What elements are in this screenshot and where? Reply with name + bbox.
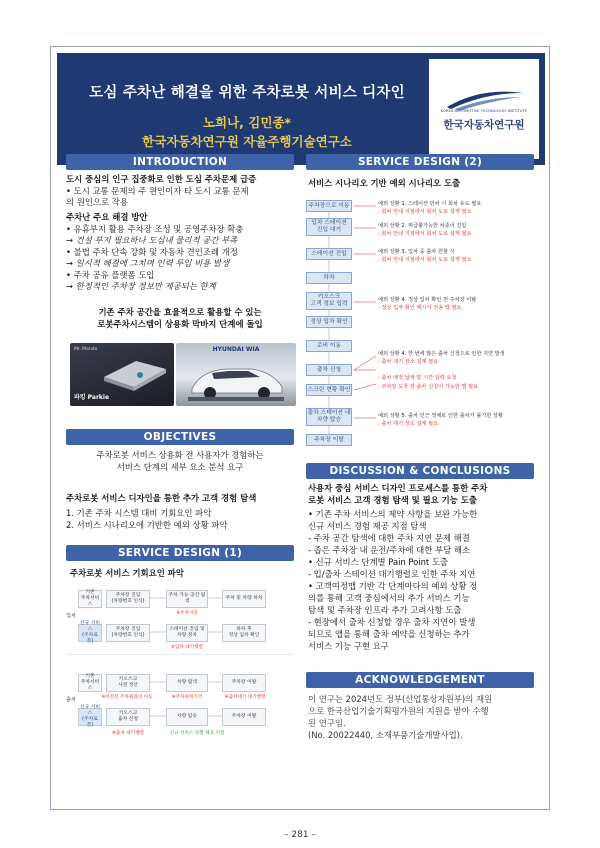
discussion-title-2: 로봇 서비스 고객 경험 탐색 및 필요 기능 도출 xyxy=(308,495,477,505)
car-on-robot-icon xyxy=(182,357,290,403)
sd2-node-5: 키오스크 고객 정보 입력 xyxy=(306,292,352,310)
objectives-line-2: 서비스 단계의 세부 요소 분석 요구 xyxy=(116,462,244,472)
sd2-note-4: 예외 상황 4. 정상 입차 확인 전 주차장 이탈 : 정상 입차 확인 메시지 전송 앱 필요 xyxy=(378,297,477,311)
sd2-node-4: 하차 xyxy=(306,272,352,284)
objectives-title: 주차로봇 서비스 디자인을 통한 추가 고객 경험 탐색 xyxy=(66,493,257,503)
intro-b3-sub: → 한정적인 주차장 정보만 제공되는 한계 xyxy=(66,281,216,291)
sd1-row2-label: 신규 서비스 (주차로봇) xyxy=(79,621,101,644)
sd1-r3-step3: 주차장 이탈 xyxy=(222,674,266,692)
authors: 노희나, 김민종* xyxy=(202,115,292,130)
sd1-row3-label: 기존 주차서비스 xyxy=(78,674,102,692)
sd1-r3-note1: ※이전선 주차원과의 이동 xyxy=(101,695,153,700)
sd2-node-7: 로비 이동 xyxy=(306,340,352,352)
discussion-line-8: 의를 통해 고객 중심에서의 추가 서비스 기능 xyxy=(308,593,470,603)
sd1-r4-green-note: 신규 서비스 경험 제공 지점 xyxy=(169,731,225,736)
sd1-r1-step2: 주차 가능 공간 탐색 xyxy=(166,590,208,608)
photo1-brand: Mr. Mondo xyxy=(74,347,98,352)
page-number: – 281 – xyxy=(284,830,316,840)
intro-b1: • 유휴부지 활용 주차장 조성 및 공영주차장 확충 xyxy=(66,224,244,234)
sd2-note-2: 예외 상황 2. 위급불가능한 차종이 진입 : 회차 안내 지점에서 회차 도로 설계 필요 xyxy=(378,223,472,237)
sd1-row1-label: 기존 주차서비스 xyxy=(78,590,102,608)
sd1-r4-step3: 주차장 이탈 xyxy=(222,708,266,726)
institute-logo xyxy=(429,59,539,159)
sd1-r2-step3: 하차 후 정상 입차 확인 xyxy=(222,624,266,642)
sd1-in-label: 입차 xyxy=(66,613,76,619)
parkie-robot-photo xyxy=(70,343,174,406)
intro-b2-sub: → 일시적 해결에 그치며 인력 투입 비용 발생 xyxy=(66,258,230,268)
discussion-line-2: 신규 서비스 경험 제공 지점 탐색 xyxy=(308,521,427,531)
sd1-r3-step2: 차량 탐색 xyxy=(166,674,208,692)
sd1-r1-note: ※주차지연 xyxy=(176,611,198,616)
discussion-heading: DISCUSSION & CONCLUSIONS xyxy=(306,463,534,479)
intro-highlight-2: 로봇주차시스템이 상용화 막바지 단계에 돌입 xyxy=(97,319,263,329)
sd2-node-10: 출차 스테이션 내 차량 탑승 xyxy=(306,408,352,426)
sd2-node-2: 입차 스테이션 진입 대기 xyxy=(306,218,352,236)
sd2-node-1: 주차장으로 이동 xyxy=(306,200,352,212)
sd1-row4-label: 신규 서비스 (주차로봇) xyxy=(79,705,101,728)
ack-heading: ACKNOWLEDGEMENT xyxy=(306,672,534,688)
poster-title: 도심 주차난 해결을 위한 주차로봇 서비스 디자인 xyxy=(89,85,405,101)
discussion-title-1: 사용자 중심 서비스 디자인 프로세스를 통한 주차 xyxy=(308,483,488,493)
robot-illustration-icon xyxy=(100,351,170,393)
discussion-line-11: 되므로 앱을 통해 출차 예약을 신청하는 추가 xyxy=(308,629,470,639)
sd2-node-8: 출차 신청 xyxy=(306,364,352,376)
poster-header xyxy=(57,53,545,165)
sd2-note-8: 예외 상황 5. 출차 인근 정체로 인한 출차가 불가한 상황 : 출차 대기 장소 설계 필요 xyxy=(378,413,504,427)
discussion-line-6: - 입/출차 스테이션 대기행렬로 인한 주차 지연 xyxy=(308,569,476,579)
sd1-heading: SERVICE DESIGN (1) xyxy=(66,545,294,561)
sd2-node-6: 정상 입차 확인 xyxy=(306,316,352,328)
discussion-line-1: • 기존 주차 서비스의 제약 사항을 보완 가능한 xyxy=(308,509,478,519)
sd2-node-11: 주차장 이탈 xyxy=(306,434,352,446)
sd2-title: 서비스 시나리오 기반 예외 시나리오 도출 xyxy=(308,178,461,188)
sd1-r3-step1: 키오스크 사전 정산 xyxy=(106,674,150,692)
intro-b2: • 불법 주차 단속 강화 및 자동차 견인조례 개정 xyxy=(66,247,238,257)
sd1-r2-step2: 스테이션 진입 및 차량 정차 xyxy=(166,624,208,642)
discussion-line-12: 서비스 기능 구현 요구 xyxy=(308,641,389,651)
discussion-line-4: - 좁은 주차장 내 운전/주차에 대한 부담 해소 xyxy=(308,545,471,555)
intro-p1-b1: • 도시 교통 문제의 주 원인이자 타 도시 교통 문제 xyxy=(66,186,249,196)
sd2-flow xyxy=(306,196,540,452)
sd1-out-label: 출차 xyxy=(66,697,76,703)
intro-heading: INTRODUCTION xyxy=(66,154,294,170)
sd1-r2-step1: 주차장 진입 (차량번호 인식) xyxy=(106,624,150,642)
discussion-line-7: • 고객여정맵 기반 각 단계마다의 예외 상황 정 xyxy=(308,581,478,591)
sd2-heading: SERVICE DESIGN (2) xyxy=(306,154,534,170)
sd2-note-7: : 주차장 도착 전 출차 신청이 가능한 앱 필요 xyxy=(378,384,479,390)
sd1-r2-note: ※입차 대기행렬 xyxy=(171,645,203,650)
logo-korean: 한국자동차연구원 xyxy=(443,119,525,131)
sd1-r4-step1: 키오스크 출차 신청 xyxy=(106,708,150,726)
intro-highlight-1: 기존 주차 공간을 효율적으로 활용할 수 있는 xyxy=(98,307,262,317)
intro-p2-title: 주차난 주요 해결 방안 xyxy=(66,212,148,222)
hyundai-wia-robot-photo xyxy=(176,343,296,406)
intro-b3: • 주차 공유 플랫폼 도입 xyxy=(66,270,155,280)
sd1-r4-note: ※출차 대기행렬 xyxy=(112,731,144,736)
sd2-note-6: : 출차 예정 날짜 및 시간 입력 요청 xyxy=(378,375,457,381)
sd2-node-9: 스크린 현황 확인 xyxy=(306,384,352,396)
sd2-note-1: 예외 상황 1. 스테이션 만차 시 회차 유도 필요 : 회차 안내 지점에서 회차 도로 설계 필요 xyxy=(378,201,482,215)
affiliation: 한국자동차연구원 자율주행기술연구소 xyxy=(142,134,352,149)
sd1-r3-note3: ※출차대기 대기행렬 xyxy=(224,695,266,700)
objectives-item-1: 1. 기존 주차 시스템 대비 기회요인 파악 xyxy=(66,508,212,518)
sd1-r1-step3: 주차 및 차량 하차 xyxy=(222,590,266,608)
intro-p1-b1b: 의 원인으로 작용 xyxy=(66,197,128,207)
sd2-note-5: 예외 상황 4. 한 번에 많은 출차 신청으로 인한 지연 발생 : 출차 대기 장소 설계 필요 xyxy=(378,351,505,365)
intro-p1-title: 도시 중심의 인구 집중화로 인한 도심 주차문제 급증 xyxy=(66,174,257,184)
intro-b1-sub: → 건설 부지 필요하나 도심내 물리적 공간 부족 xyxy=(66,235,238,245)
sd1-r3-note2: ※주차위치기억 xyxy=(171,695,203,700)
discussion-line-10: - 현장에서 출차 신청할 경우 출차 지연이 발생 xyxy=(308,617,476,627)
photo1-caption: 파킹 Parkie xyxy=(74,394,110,401)
sd2-node-3: 스테이션 진입 xyxy=(306,248,352,260)
sd1-title: 주차로봇 서비스 기회요인 파악 xyxy=(70,568,184,578)
discussion-line-9: 탐색 및 주차장 인프라 추가 고려사항 도출 xyxy=(308,605,462,615)
logo-english: KOREA AUTOMOTIVE TECHNOLOGY INSTITUTE xyxy=(440,109,528,113)
discussion-line-3: - 주차 공간 탐색에 대한 주차 지연 문제 해결 xyxy=(308,533,470,543)
sd2-note-3: 예외 상황 3. 입차 중 출차 원할 시 : 회차 안내 지점에서 회차 도로 설계 필요 xyxy=(378,249,472,263)
sd1-r1-step1: 주차장 진입 (차량번호 인식) xyxy=(106,590,150,608)
photo2-logo: HYUNDAI WIA xyxy=(212,346,260,353)
ack-line-3: 된 연구임. xyxy=(308,718,346,728)
objectives-line-1: 주차로봇 서비스 상용화 전 사용자가 경험하는 xyxy=(96,450,264,460)
ack-line-4: (No. 20022440, 소재부품기술개발사업). xyxy=(308,730,463,740)
sd1-diagram xyxy=(66,582,294,746)
ack-line-1: 이 연구는 2024년도 정부(산업통상자원부)의 재원 xyxy=(308,694,493,704)
objectives-heading: OBJECTIVES xyxy=(66,429,294,445)
ack-line-2: 으로 한국산업기술기획평가원의 지원을 받아 수행 xyxy=(308,706,489,716)
discussion-line-5: • 신규 서비스 단계별 Pain Point 도출 xyxy=(308,557,449,567)
objectives-item-2: 2. 서비스 시나리오에 기반한 예외 상황 파악 xyxy=(66,520,228,530)
sd1-r4-step2: 차량 탑승 xyxy=(166,708,208,726)
